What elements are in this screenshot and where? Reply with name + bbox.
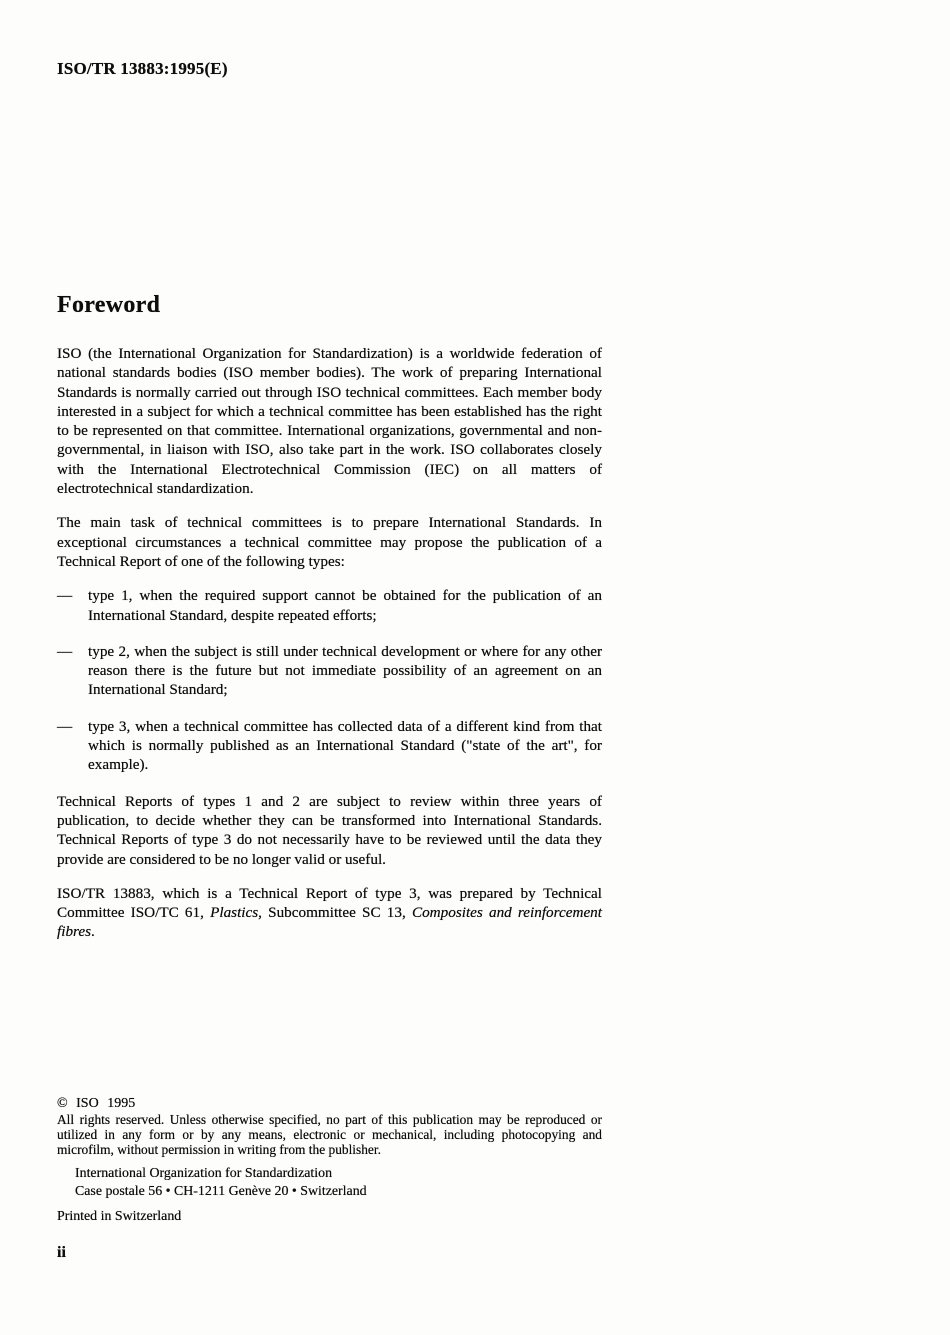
foreword-section: [57, 292, 602, 957]
paragraph-text: ISO/TR 13883, which is a Technical Report of type 3, was prepared by Technical Committee ISO/TC 61,: [57, 884, 602, 922]
list-item-text: type 1, when the required support cannot be obtained for the publication of an International Standard, despite repeated efforts;: [88, 587, 602, 624]
section-title: Foreword: [57, 292, 161, 318]
committee-title-italic: Plastics: [210, 904, 259, 922]
list-item-text: type 2, when the subject is still under technical development or where for any other reason there is the future but not immediate possibility of an agreement on an International Standard;: [88, 642, 602, 699]
copyright-line: © ISO 1995: [57, 1096, 136, 1111]
dash-bullet: —: [57, 717, 73, 735]
paragraph-text: .: [91, 923, 95, 941]
subcommittee-title-italic: Composites and reinforcement fibres: [57, 904, 602, 941]
list-item-text: type 3, when a technical committee has collected data of a different kind from that which is normally published as an International Standard ("state of the art", for example).: [88, 717, 602, 774]
rights-notice: All rights reserved. Unless otherwise specified, no part of this publication may be reproduced or utilized in any form or by any means, electronic or mechanical, including photocopying and microfilm, without permission in writing from the publisher.: [57, 1112, 602, 1157]
document-reference: ISO/TR 13883:1995(E): [57, 59, 228, 78]
foreword-paragraph-4: [57, 884, 602, 942]
list-item-type-1: [57, 586, 602, 625]
foreword-paragraph-1: ISO (the International Organization for Standardization) is a worldwide federation of national standards bodies (ISO member bodies). The work of preparing International Standards is normally carried out through ISO technical committees. Each member body interested in a subject for which a technical committee has been established has the right to be represented on that committee. International organizations, governmental and non-governmental, in liaison with ISO, also take part in the work. ISO collaborates closely with the International Electrotechnical Commission (IEC) on all matters of electrotechnical standardization.: [57, 345, 602, 498]
foreword-paragraph-2: The main task of technical committees is to prepare International Standards. In exceptional circumstances a technical committee may propose the publication of a Technical Report of one of the following types:: [57, 514, 602, 570]
imprint-block: [57, 1096, 602, 1225]
dash-bullet: —: [57, 587, 73, 605]
list-item-type-2: [57, 642, 602, 700]
publisher-name: International Organization for Standardization: [75, 1166, 333, 1181]
foreword-paragraph-3: Technical Reports of types 1 and 2 are subject to review within three years of publication, to decide whether they can be transformed into International Standards. Technical Reports of type 3 do not necessarily have to be reviewed until the data they provide are considered to be no longer valid or useful.: [57, 792, 602, 868]
printed-in-line: Printed in Switzerland: [57, 1209, 182, 1224]
list-item-type-3: [57, 717, 602, 775]
paragraph-text: , Subcommittee SC 13,: [258, 904, 412, 922]
dash-bullet: —: [57, 642, 73, 660]
publisher-address: Case postale 56 • CH-1211 Genève 20 • Switzerland: [75, 1184, 367, 1199]
page-number: ii: [57, 1244, 66, 1261]
